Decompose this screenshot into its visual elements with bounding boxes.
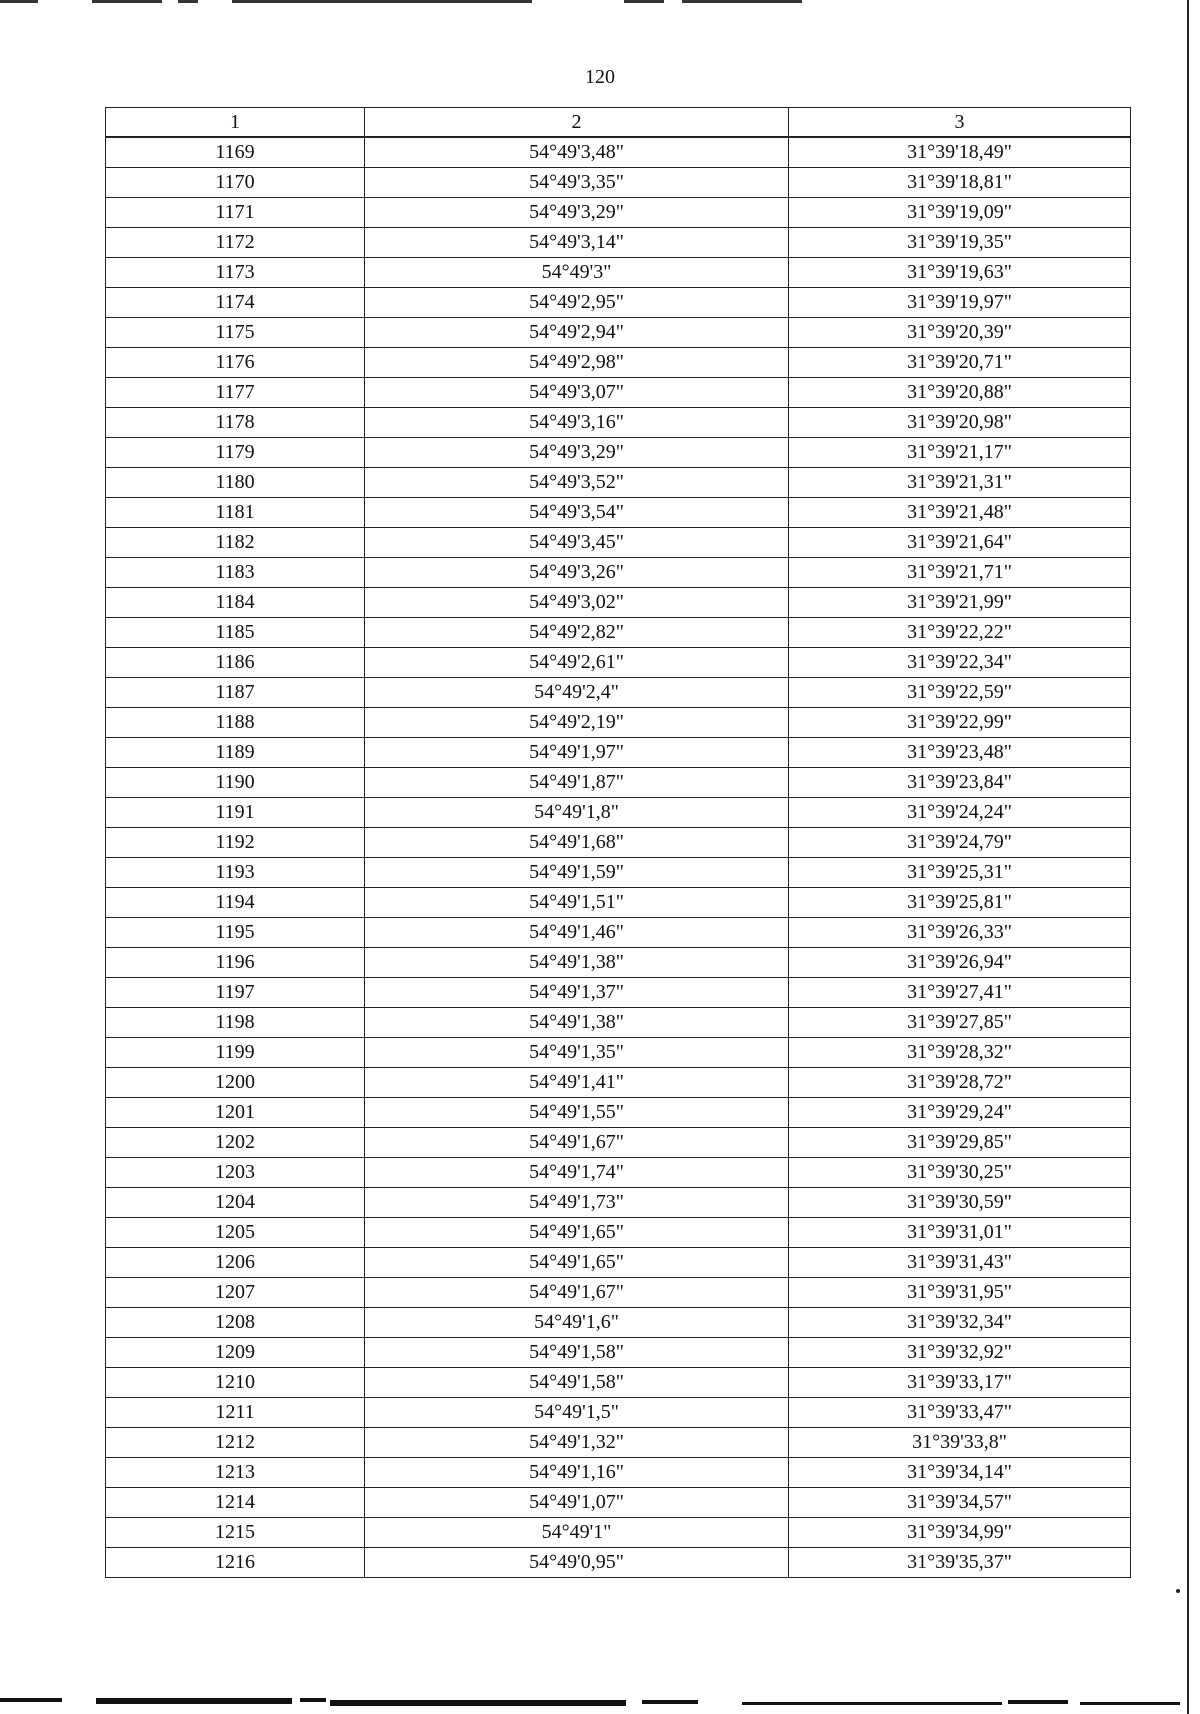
point-number-cell: 1176 — [106, 348, 365, 378]
point-number-cell: 1196 — [106, 948, 365, 978]
table-row — [106, 918, 1131, 948]
longitude-cell: 31°39'32,92" — [789, 1338, 1131, 1368]
scan-artifact-bottom — [0, 1694, 1200, 1714]
longitude-cell: 31°39'20,98" — [789, 408, 1131, 438]
point-number-cell: 1195 — [106, 918, 365, 948]
latitude-cell: 54°49'1,35" — [365, 1038, 789, 1068]
latitude-cell: 54°49'2,4" — [365, 678, 789, 708]
table-row — [106, 1158, 1131, 1188]
page-number: 120 — [585, 66, 615, 88]
table-row — [106, 768, 1131, 798]
table-row — [106, 648, 1131, 678]
latitude-cell: 54°49'1,51" — [365, 888, 789, 918]
point-number-cell: 1213 — [106, 1458, 365, 1488]
longitude-cell: 31°39'19,97" — [789, 288, 1131, 318]
table-body — [106, 137, 1131, 1578]
longitude-cell: 31°39'33,47" — [789, 1398, 1131, 1428]
longitude-cell: 31°39'21,17" — [789, 438, 1131, 468]
latitude-cell: 54°49'1,65" — [365, 1218, 789, 1248]
table-row — [106, 288, 1131, 318]
latitude-cell: 54°49'1,6" — [365, 1308, 789, 1338]
point-number-cell: 1175 — [106, 318, 365, 348]
point-number-cell: 1215 — [106, 1518, 365, 1548]
latitude-cell: 54°49'3,29" — [365, 198, 789, 228]
point-number-cell: 1193 — [106, 858, 365, 888]
column-header-2: 2 — [365, 108, 789, 138]
latitude-cell: 54°49'3,02" — [365, 588, 789, 618]
table-row — [106, 738, 1131, 768]
longitude-cell: 31°39'30,59" — [789, 1188, 1131, 1218]
point-number-cell: 1171 — [106, 198, 365, 228]
longitude-cell: 31°39'29,24" — [789, 1098, 1131, 1128]
latitude-cell: 54°49'1,67" — [365, 1278, 789, 1308]
longitude-cell: 31°39'21,64" — [789, 528, 1131, 558]
table-row — [106, 378, 1131, 408]
latitude-cell: 54°49'3,54" — [365, 498, 789, 528]
point-number-cell: 1200 — [106, 1068, 365, 1098]
longitude-cell: 31°39'20,71" — [789, 348, 1131, 378]
table-row — [106, 1218, 1131, 1248]
point-number-cell: 1210 — [106, 1368, 365, 1398]
longitude-cell: 31°39'20,88" — [789, 378, 1131, 408]
point-number-cell: 1184 — [106, 588, 365, 618]
latitude-cell: 54°49'3,26" — [365, 558, 789, 588]
page-edge-line — [1187, 0, 1189, 1714]
latitude-cell: 54°49'3,07" — [365, 378, 789, 408]
latitude-cell: 54°49'3,14" — [365, 228, 789, 258]
table-row — [106, 948, 1131, 978]
longitude-cell: 31°39'29,85" — [789, 1128, 1131, 1158]
point-number-cell: 1185 — [106, 618, 365, 648]
longitude-cell: 31°39'26,33" — [789, 918, 1131, 948]
latitude-cell: 54°49'1,87" — [365, 768, 789, 798]
point-number-cell: 1209 — [106, 1338, 365, 1368]
table-row — [106, 1368, 1131, 1398]
table-row — [106, 258, 1131, 288]
point-number-cell: 1183 — [106, 558, 365, 588]
latitude-cell: 54°49'2,82" — [365, 618, 789, 648]
latitude-cell: 54°49'1,32" — [365, 1428, 789, 1458]
scan-speck — [1176, 1589, 1180, 1593]
point-number-cell: 1208 — [106, 1308, 365, 1338]
latitude-cell: 54°49'1,59" — [365, 858, 789, 888]
point-number-cell: 1182 — [106, 528, 365, 558]
table-header-row — [106, 108, 1131, 138]
latitude-cell: 54°49'1,38" — [365, 1008, 789, 1038]
table-row — [106, 438, 1131, 468]
longitude-cell: 31°39'18,49" — [789, 137, 1131, 168]
point-number-cell: 1170 — [106, 168, 365, 198]
latitude-cell: 54°49'1,68" — [365, 828, 789, 858]
longitude-cell: 31°39'19,09" — [789, 198, 1131, 228]
table-row — [106, 558, 1131, 588]
table-row — [106, 1248, 1131, 1278]
longitude-cell: 31°39'21,71" — [789, 558, 1131, 588]
longitude-cell: 31°39'21,99" — [789, 588, 1131, 618]
table-row — [106, 228, 1131, 258]
longitude-cell: 31°39'31,01" — [789, 1218, 1131, 1248]
longitude-cell: 31°39'32,34" — [789, 1308, 1131, 1338]
table-row — [106, 468, 1131, 498]
longitude-cell: 31°39'19,35" — [789, 228, 1131, 258]
point-number-cell: 1169 — [106, 137, 365, 168]
latitude-cell: 54°49'3,35" — [365, 168, 789, 198]
point-number-cell: 1194 — [106, 888, 365, 918]
table-row — [106, 168, 1131, 198]
longitude-cell: 31°39'33,17" — [789, 1368, 1131, 1398]
latitude-cell: 54°49'0,95" — [365, 1548, 789, 1578]
latitude-cell: 54°49'3,16" — [365, 408, 789, 438]
point-number-cell: 1191 — [106, 798, 365, 828]
point-number-cell: 1190 — [106, 768, 365, 798]
latitude-cell: 54°49'1,58" — [365, 1338, 789, 1368]
longitude-cell: 31°39'28,32" — [789, 1038, 1131, 1068]
point-number-cell: 1197 — [106, 978, 365, 1008]
point-number-cell: 1202 — [106, 1128, 365, 1158]
longitude-cell: 31°39'23,48" — [789, 738, 1131, 768]
longitude-cell: 31°39'22,99" — [789, 708, 1131, 738]
table-row — [106, 888, 1131, 918]
table-row — [106, 678, 1131, 708]
table-row — [106, 828, 1131, 858]
table-row — [106, 198, 1131, 228]
point-number-cell: 1181 — [106, 498, 365, 528]
point-number-cell: 1188 — [106, 708, 365, 738]
column-header-3: 3 — [789, 108, 1131, 138]
latitude-cell: 54°49'2,98" — [365, 348, 789, 378]
latitude-cell: 54°49'3,45" — [365, 528, 789, 558]
latitude-cell: 54°49'1,55" — [365, 1098, 789, 1128]
longitude-cell: 31°39'30,25" — [789, 1158, 1131, 1188]
table-row — [106, 1188, 1131, 1218]
longitude-cell: 31°39'34,14" — [789, 1458, 1131, 1488]
point-number-cell: 1173 — [106, 258, 365, 288]
point-number-cell: 1186 — [106, 648, 365, 678]
longitude-cell: 31°39'34,99" — [789, 1518, 1131, 1548]
longitude-cell: 31°39'27,41" — [789, 978, 1131, 1008]
latitude-cell: 54°49'2,61" — [365, 648, 789, 678]
column-header-1: 1 — [106, 108, 365, 138]
table-row — [106, 1308, 1131, 1338]
longitude-cell: 31°39'21,31" — [789, 468, 1131, 498]
table-row — [106, 708, 1131, 738]
latitude-cell: 54°49'1,5" — [365, 1398, 789, 1428]
table-row — [106, 1038, 1131, 1068]
point-number-cell: 1178 — [106, 408, 365, 438]
point-number-cell: 1189 — [106, 738, 365, 768]
longitude-cell: 31°39'25,81" — [789, 888, 1131, 918]
table-row — [106, 1398, 1131, 1428]
longitude-cell: 31°39'31,43" — [789, 1248, 1131, 1278]
table-row — [106, 1338, 1131, 1368]
latitude-cell: 54°49'1,97" — [365, 738, 789, 768]
table-row — [106, 498, 1131, 528]
point-number-cell: 1203 — [106, 1158, 365, 1188]
coordinates-table — [105, 107, 1131, 1578]
table-row — [106, 1428, 1131, 1458]
table-row — [106, 1488, 1131, 1518]
table-row — [106, 1458, 1131, 1488]
point-number-cell: 1211 — [106, 1398, 365, 1428]
table-row — [106, 798, 1131, 828]
latitude-cell: 54°49'3,52" — [365, 468, 789, 498]
latitude-cell: 54°49'1,65" — [365, 1248, 789, 1278]
longitude-cell: 31°39'27,85" — [789, 1008, 1131, 1038]
table-row — [106, 348, 1131, 378]
point-number-cell: 1174 — [106, 288, 365, 318]
latitude-cell: 54°49'1,37" — [365, 978, 789, 1008]
table-row — [106, 137, 1131, 168]
point-number-cell: 1214 — [106, 1488, 365, 1518]
table-row — [106, 618, 1131, 648]
point-number-cell: 1204 — [106, 1188, 365, 1218]
table-row — [106, 1548, 1131, 1578]
longitude-cell: 31°39'20,39" — [789, 318, 1131, 348]
latitude-cell: 54°49'1,67" — [365, 1128, 789, 1158]
latitude-cell: 54°49'2,95" — [365, 288, 789, 318]
latitude-cell: 54°49'3,29" — [365, 438, 789, 468]
point-number-cell: 1201 — [106, 1098, 365, 1128]
table-row — [106, 1098, 1131, 1128]
point-number-cell: 1187 — [106, 678, 365, 708]
point-number-cell: 1206 — [106, 1248, 365, 1278]
point-number-cell: 1216 — [106, 1548, 365, 1578]
point-number-cell: 1180 — [106, 468, 365, 498]
latitude-cell: 54°49'1,73" — [365, 1188, 789, 1218]
longitude-cell: 31°39'28,72" — [789, 1068, 1131, 1098]
longitude-cell: 31°39'24,79" — [789, 828, 1131, 858]
longitude-cell: 31°39'35,37" — [789, 1548, 1131, 1578]
latitude-cell: 54°49'1,41" — [365, 1068, 789, 1098]
latitude-cell: 54°49'3,48" — [365, 137, 789, 168]
latitude-cell: 54°49'1,58" — [365, 1368, 789, 1398]
scan-artifact-top — [0, 0, 1200, 8]
point-number-cell: 1192 — [106, 828, 365, 858]
table-row — [106, 978, 1131, 1008]
longitude-cell: 31°39'18,81" — [789, 168, 1131, 198]
point-number-cell: 1199 — [106, 1038, 365, 1068]
longitude-cell: 31°39'22,22" — [789, 618, 1131, 648]
latitude-cell: 54°49'1" — [365, 1518, 789, 1548]
table-row — [106, 528, 1131, 558]
longitude-cell: 31°39'31,95" — [789, 1278, 1131, 1308]
table-row — [106, 588, 1131, 618]
latitude-cell: 54°49'1,8" — [365, 798, 789, 828]
table-row — [106, 318, 1131, 348]
latitude-cell: 54°49'1,07" — [365, 1488, 789, 1518]
latitude-cell: 54°49'1,74" — [365, 1158, 789, 1188]
latitude-cell: 54°49'3" — [365, 258, 789, 288]
table-row — [106, 858, 1131, 888]
point-number-cell: 1172 — [106, 228, 365, 258]
point-number-cell: 1177 — [106, 378, 365, 408]
longitude-cell: 31°39'25,31" — [789, 858, 1131, 888]
latitude-cell: 54°49'1,38" — [365, 948, 789, 978]
table-row — [106, 1068, 1131, 1098]
latitude-cell: 54°49'2,94" — [365, 318, 789, 348]
point-number-cell: 1207 — [106, 1278, 365, 1308]
table-row — [106, 1278, 1131, 1308]
point-number-cell: 1205 — [106, 1218, 365, 1248]
table-row — [106, 1128, 1131, 1158]
longitude-cell: 31°39'23,84" — [789, 768, 1131, 798]
latitude-cell: 54°49'2,19" — [365, 708, 789, 738]
longitude-cell: 31°39'21,48" — [789, 498, 1131, 528]
latitude-cell: 54°49'1,16" — [365, 1458, 789, 1488]
longitude-cell: 31°39'26,94" — [789, 948, 1131, 978]
point-number-cell: 1179 — [106, 438, 365, 468]
table-row — [106, 1518, 1131, 1548]
longitude-cell: 31°39'22,59" — [789, 678, 1131, 708]
table-row — [106, 1008, 1131, 1038]
table-row — [106, 408, 1131, 438]
longitude-cell: 31°39'24,24" — [789, 798, 1131, 828]
longitude-cell: 31°39'34,57" — [789, 1488, 1131, 1518]
latitude-cell: 54°49'1,46" — [365, 918, 789, 948]
point-number-cell: 1212 — [106, 1428, 365, 1458]
point-number-cell: 1198 — [106, 1008, 365, 1038]
longitude-cell: 31°39'22,34" — [789, 648, 1131, 678]
longitude-cell: 31°39'33,8" — [789, 1428, 1131, 1458]
longitude-cell: 31°39'19,63" — [789, 258, 1131, 288]
